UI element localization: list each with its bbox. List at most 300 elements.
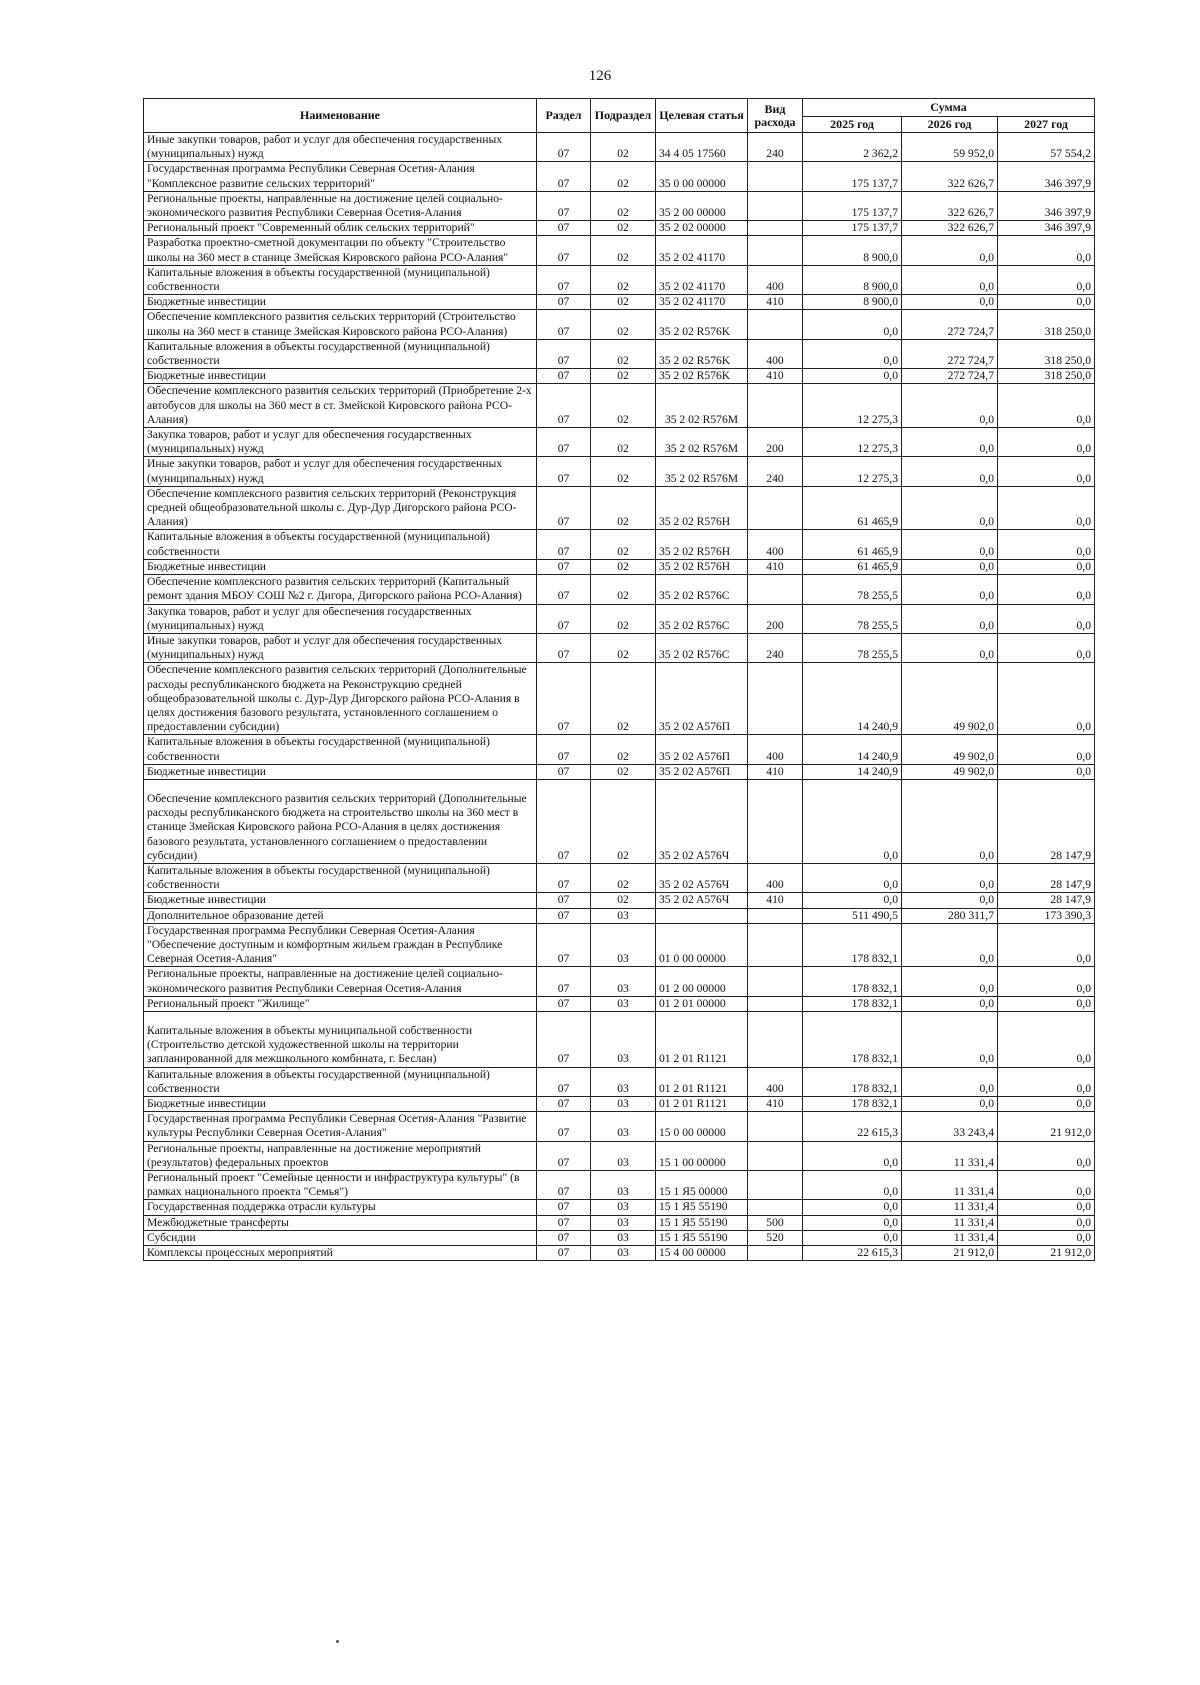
row-amount-2026: 49 902,0 xyxy=(902,735,998,764)
table-row xyxy=(144,295,1095,310)
row-target: 35 2 02 A576Ч xyxy=(656,893,748,908)
row-section: 07 xyxy=(537,1246,591,1261)
row-subsection: 02 xyxy=(591,764,656,779)
row-name: Региональный проект "Семейные ценности и инфраструктура культуры" (в рамках национального проекта "Семья") xyxy=(144,1171,537,1200)
row-target: 35 2 02 41170 xyxy=(656,236,748,265)
row-target: 35 2 02 R576K xyxy=(656,339,748,368)
row-name: Иные закупки товаров, работ и услуг для обеспечения государственных (муниципальных) нужд xyxy=(144,457,537,486)
row-subsection: 02 xyxy=(591,265,656,294)
row-target: 35 2 02 A576П xyxy=(656,663,748,735)
row-amount-2026: 0,0 xyxy=(902,428,998,457)
row-target: 35 2 02 R576M xyxy=(656,457,748,486)
row-section: 07 xyxy=(537,1011,591,1067)
row-name: Обеспечение комплексного развития сельских территорий (Реконструкция средней общеобразовательной школы с. Дур-Дур Дигорского района РСО-Алания) xyxy=(144,486,537,530)
row-subsection: 02 xyxy=(591,236,656,265)
row-name: Государственная программа Республики Северная Осетия-Алания "Обеспечение доступным и комфортным жильем граждан в Республике Северная Осетия-Алания" xyxy=(144,923,537,967)
row-amount-2027: 346 397,9 xyxy=(998,221,1095,236)
table-row xyxy=(144,633,1095,662)
row-target: 15 1 00 00000 xyxy=(656,1141,748,1170)
row-section: 07 xyxy=(537,369,591,384)
row-amount-2026: 272 724,7 xyxy=(902,369,998,384)
row-subsection: 03 xyxy=(591,1215,656,1230)
row-name: Бюджетные инвестиции xyxy=(144,893,537,908)
row-section: 07 xyxy=(537,575,591,604)
row-name: Разработка проектно-сметной документации по объекту "Строительство школы на 360 мест в станице Змейская Кировского района РСО-Алания" xyxy=(144,236,537,265)
table-row xyxy=(144,996,1095,1011)
row-amount-2025: 61 465,9 xyxy=(803,486,902,530)
row-expense-type xyxy=(748,908,803,923)
row-target: 15 4 00 00000 xyxy=(656,1246,748,1261)
row-name: Иные закупки товаров, работ и услуг для обеспечения государственных (муниципальных) нужд xyxy=(144,633,537,662)
row-target: 35 2 02 41170 xyxy=(656,295,748,310)
row-target: 01 2 01 R1121 xyxy=(656,1011,748,1067)
row-subsection: 02 xyxy=(591,384,656,428)
header-year-2026: 2026 год xyxy=(902,117,998,133)
row-subsection: 02 xyxy=(591,893,656,908)
row-amount-2025: 78 255,5 xyxy=(803,633,902,662)
row-subsection: 02 xyxy=(591,162,656,191)
row-amount-2025: 511 490,5 xyxy=(803,908,902,923)
row-amount-2027: 0,0 xyxy=(998,486,1095,530)
row-expense-type xyxy=(748,779,803,863)
row-amount-2026: 272 724,7 xyxy=(902,339,998,368)
row-amount-2025: 0,0 xyxy=(803,1215,902,1230)
row-target: 15 1 Я5 55190 xyxy=(656,1230,748,1245)
row-amount-2027: 0,0 xyxy=(998,1067,1095,1096)
row-name: Региональный проект "Жилище" xyxy=(144,996,537,1011)
header-subsection: Подраздел xyxy=(591,99,656,133)
row-name: Бюджетные инвестиции xyxy=(144,1097,537,1112)
row-subsection: 02 xyxy=(591,295,656,310)
row-target: 35 2 02 A576П xyxy=(656,735,748,764)
row-expense-type: 410 xyxy=(748,893,803,908)
row-amount-2026: 49 902,0 xyxy=(902,764,998,779)
row-target: 34 4 05 17560 xyxy=(656,133,748,162)
row-amount-2027: 0,0 xyxy=(998,604,1095,633)
row-target: 35 2 02 R576H xyxy=(656,559,748,574)
row-section: 07 xyxy=(537,384,591,428)
table-row xyxy=(144,457,1095,486)
table-row xyxy=(144,1112,1095,1141)
row-name: Обеспечение комплексного развития сельских территорий (Приобретение 2-х автобусов для школы на 360 мест в ст. Змейской Кировского района РСО-Алания) xyxy=(144,384,537,428)
row-amount-2025: 14 240,9 xyxy=(803,663,902,735)
row-expense-type: 410 xyxy=(748,369,803,384)
row-expense-type: 410 xyxy=(748,1097,803,1112)
row-amount-2027: 0,0 xyxy=(998,1171,1095,1200)
row-expense-type xyxy=(748,310,803,339)
row-amount-2025: 0,0 xyxy=(803,779,902,863)
row-section: 07 xyxy=(537,133,591,162)
row-expense-type: 410 xyxy=(748,764,803,779)
row-amount-2026: 0,0 xyxy=(902,457,998,486)
row-subsection: 03 xyxy=(591,967,656,996)
row-subsection: 02 xyxy=(591,779,656,863)
row-amount-2027: 346 397,9 xyxy=(998,191,1095,220)
row-amount-2026: 280 311,7 xyxy=(902,908,998,923)
row-name: Государственная программа Республики Северная Осетия-Алания "Развитие культуры Республики Северная Осетия-Алания" xyxy=(144,1112,537,1141)
row-amount-2025: 0,0 xyxy=(803,1230,902,1245)
row-amount-2025: 0,0 xyxy=(803,310,902,339)
row-name: Межбюджетные трансферты xyxy=(144,1215,537,1230)
table-row xyxy=(144,133,1095,162)
row-expense-type: 400 xyxy=(748,265,803,294)
row-amount-2025: 175 137,7 xyxy=(803,191,902,220)
row-name: Капитальные вложения в объекты муниципальной собственности (Строительство детской художественной школы на территории запланированной для межшкольного комбината, г. Беслан) xyxy=(144,1011,537,1067)
row-name: Бюджетные инвестиции xyxy=(144,369,537,384)
row-expense-type: 400 xyxy=(748,735,803,764)
row-section: 07 xyxy=(537,457,591,486)
row-target: 15 1 Я5 55190 xyxy=(656,1200,748,1215)
table-row xyxy=(144,1011,1095,1067)
row-name: Обеспечение комплексного развития сельских территорий (Капитальный ремонт здания МБОУ СОШ №2 г. Дигора, Дигорского района РСО-Алания) xyxy=(144,575,537,604)
row-name: Обеспечение комплексного развития сельских территорий (Строительство школы на 360 мест в станице Змейская Кировского района РСО-Алания) xyxy=(144,310,537,339)
row-amount-2027: 318 250,0 xyxy=(998,310,1095,339)
row-amount-2026: 0,0 xyxy=(902,295,998,310)
table-row xyxy=(144,384,1095,428)
budget-table xyxy=(143,98,1095,1261)
table-row xyxy=(144,310,1095,339)
row-expense-type xyxy=(748,191,803,220)
row-amount-2026: 0,0 xyxy=(902,530,998,559)
row-target: 15 1 Я5 00000 xyxy=(656,1171,748,1200)
table-row xyxy=(144,369,1095,384)
table-row xyxy=(144,1141,1095,1170)
table-row xyxy=(144,604,1095,633)
row-section: 07 xyxy=(537,428,591,457)
budget-table-body xyxy=(144,133,1095,1261)
row-subsection: 03 xyxy=(591,1141,656,1170)
row-section: 07 xyxy=(537,633,591,662)
row-section: 07 xyxy=(537,221,591,236)
row-target: 35 2 02 R576K xyxy=(656,369,748,384)
row-target xyxy=(656,908,748,923)
row-section: 07 xyxy=(537,559,591,574)
row-amount-2026: 0,0 xyxy=(902,923,998,967)
row-target: 35 2 02 R576H xyxy=(656,530,748,559)
row-amount-2025: 78 255,5 xyxy=(803,604,902,633)
row-amount-2026: 0,0 xyxy=(902,384,998,428)
table-row xyxy=(144,663,1095,735)
row-amount-2025: 78 255,5 xyxy=(803,575,902,604)
table-row xyxy=(144,221,1095,236)
row-name: Комплексы процессных мероприятий xyxy=(144,1246,537,1261)
header-section: Раздел xyxy=(537,99,591,133)
row-amount-2027: 0,0 xyxy=(998,663,1095,735)
scan-speck xyxy=(336,1640,339,1643)
row-section: 07 xyxy=(537,1230,591,1245)
row-amount-2025: 175 137,7 xyxy=(803,221,902,236)
table-row xyxy=(144,265,1095,294)
row-section: 07 xyxy=(537,295,591,310)
row-amount-2026: 322 626,7 xyxy=(902,221,998,236)
row-expense-type xyxy=(748,1112,803,1141)
row-subsection: 02 xyxy=(591,530,656,559)
row-amount-2026: 21 912,0 xyxy=(902,1246,998,1261)
row-amount-2025: 8 900,0 xyxy=(803,295,902,310)
row-amount-2026: 11 331,4 xyxy=(902,1230,998,1245)
row-subsection: 03 xyxy=(591,1097,656,1112)
row-expense-type: 240 xyxy=(748,633,803,662)
row-amount-2025: 12 275,3 xyxy=(803,457,902,486)
row-amount-2027: 0,0 xyxy=(998,764,1095,779)
row-name: Закупка товаров, работ и услуг для обеспечения государственных (муниципальных) нужд xyxy=(144,428,537,457)
row-amount-2027: 0,0 xyxy=(998,1215,1095,1230)
row-amount-2025: 61 465,9 xyxy=(803,530,902,559)
table-row xyxy=(144,908,1095,923)
table-row xyxy=(144,162,1095,191)
row-amount-2027: 0,0 xyxy=(998,530,1095,559)
row-target: 35 2 02 R576M xyxy=(656,428,748,457)
row-name: Дополнительное образование детей xyxy=(144,908,537,923)
row-amount-2025: 0,0 xyxy=(803,893,902,908)
row-name: Капитальные вложения в объекты государственной (муниципальной) собственности xyxy=(144,530,537,559)
row-amount-2025: 8 900,0 xyxy=(803,265,902,294)
row-amount-2025: 0,0 xyxy=(803,863,902,892)
table-row xyxy=(144,428,1095,457)
row-expense-type xyxy=(748,1200,803,1215)
row-name: Бюджетные инвестиции xyxy=(144,295,537,310)
row-section: 07 xyxy=(537,1171,591,1200)
row-section: 07 xyxy=(537,779,591,863)
row-expense-type: 500 xyxy=(748,1215,803,1230)
row-target: 01 2 01 R1121 xyxy=(656,1097,748,1112)
row-amount-2026: 0,0 xyxy=(902,236,998,265)
row-amount-2026: 11 331,4 xyxy=(902,1200,998,1215)
table-row xyxy=(144,1215,1095,1230)
page-number: 126 xyxy=(588,68,612,84)
row-amount-2025: 0,0 xyxy=(803,1141,902,1170)
row-amount-2027: 0,0 xyxy=(998,1141,1095,1170)
row-amount-2026: 322 626,7 xyxy=(902,162,998,191)
row-subsection: 02 xyxy=(591,133,656,162)
row-amount-2027: 0,0 xyxy=(998,1097,1095,1112)
row-expense-type xyxy=(748,1141,803,1170)
row-expense-type xyxy=(748,162,803,191)
row-section: 07 xyxy=(537,1215,591,1230)
row-name: Обеспечение комплексного развития сельских территорий (Дополнительные расходы республиканского бюджета на строительство школы на 360 мест в станице Змейская Кировского района РСО-Алания в целях достижения базового результата, установленного соглашением о предоставлении субсидии) xyxy=(144,779,537,863)
row-section: 07 xyxy=(537,863,591,892)
row-section: 07 xyxy=(537,908,591,923)
row-amount-2027: 0,0 xyxy=(998,559,1095,574)
row-expense-type: 240 xyxy=(748,457,803,486)
row-section: 07 xyxy=(537,1067,591,1096)
row-target: 35 2 02 R576K xyxy=(656,310,748,339)
row-amount-2025: 0,0 xyxy=(803,1171,902,1200)
row-section: 07 xyxy=(537,1141,591,1170)
row-amount-2026: 0,0 xyxy=(902,265,998,294)
row-name: Бюджетные инвестиции xyxy=(144,559,537,574)
row-subsection: 03 xyxy=(591,908,656,923)
row-expense-type xyxy=(748,236,803,265)
row-expense-type xyxy=(748,967,803,996)
row-name: Региональные проекты, направленные на достижение целей социально-экономического развития Республики Северная Осетия-Алания xyxy=(144,967,537,996)
row-amount-2027: 0,0 xyxy=(998,1011,1095,1067)
row-section: 07 xyxy=(537,530,591,559)
row-section: 07 xyxy=(537,191,591,220)
row-name: Капитальные вложения в объекты государственной (муниципальной) собственности xyxy=(144,265,537,294)
row-subsection: 02 xyxy=(591,486,656,530)
row-target: 35 2 02 R576C xyxy=(656,575,748,604)
table-row xyxy=(144,893,1095,908)
row-subsection: 03 xyxy=(591,996,656,1011)
row-target: 15 1 Я5 55190 xyxy=(656,1215,748,1230)
row-section: 07 xyxy=(537,893,591,908)
row-name: Субсидии xyxy=(144,1230,537,1245)
row-amount-2025: 22 615,3 xyxy=(803,1112,902,1141)
header-expense-type: Вид расхода xyxy=(748,99,803,133)
row-amount-2025: 0,0 xyxy=(803,1200,902,1215)
row-target: 35 2 00 00000 xyxy=(656,191,748,220)
row-amount-2025: 178 832,1 xyxy=(803,1067,902,1096)
row-section: 07 xyxy=(537,265,591,294)
row-section: 07 xyxy=(537,604,591,633)
row-subsection: 02 xyxy=(591,369,656,384)
row-name: Закупка товаров, работ и услуг для обеспечения государственных (муниципальных) нужд xyxy=(144,604,537,633)
row-expense-type: 400 xyxy=(748,530,803,559)
row-amount-2025: 178 832,1 xyxy=(803,1097,902,1112)
row-section: 07 xyxy=(537,162,591,191)
row-amount-2027: 0,0 xyxy=(998,1200,1095,1215)
row-amount-2027: 0,0 xyxy=(998,457,1095,486)
row-target: 01 0 00 00000 xyxy=(656,923,748,967)
row-subsection: 02 xyxy=(591,559,656,574)
header-target: Целевая статья xyxy=(656,99,748,133)
row-expense-type: 400 xyxy=(748,1067,803,1096)
table-row xyxy=(144,530,1095,559)
row-subsection: 02 xyxy=(591,457,656,486)
row-name: Государственная поддержка отрасли культуры xyxy=(144,1200,537,1215)
row-section: 07 xyxy=(537,486,591,530)
header-name: Наименование xyxy=(144,99,537,133)
row-amount-2025: 14 240,9 xyxy=(803,735,902,764)
row-amount-2027: 318 250,0 xyxy=(998,339,1095,368)
row-amount-2025: 8 900,0 xyxy=(803,236,902,265)
row-amount-2025: 178 832,1 xyxy=(803,996,902,1011)
table-row xyxy=(144,967,1095,996)
table-row xyxy=(144,735,1095,764)
row-amount-2027: 0,0 xyxy=(998,575,1095,604)
row-expense-type xyxy=(748,1011,803,1067)
table-row xyxy=(144,1097,1095,1112)
row-expense-type: 200 xyxy=(748,428,803,457)
row-name: Государственная программа Республики Северная Осетия-Алания "Комплексное развитие сельских территорий" xyxy=(144,162,537,191)
row-amount-2026: 0,0 xyxy=(902,559,998,574)
row-amount-2026: 322 626,7 xyxy=(902,191,998,220)
row-expense-type xyxy=(748,1171,803,1200)
row-target: 15 0 00 00000 xyxy=(656,1112,748,1141)
row-amount-2025: 178 832,1 xyxy=(803,967,902,996)
row-section: 07 xyxy=(537,310,591,339)
row-amount-2025: 14 240,9 xyxy=(803,764,902,779)
row-name: Региональные проекты, направленные на достижение целей социально-экономического развития Республики Северная Осетия-Алания xyxy=(144,191,537,220)
header-year-2027: 2027 год xyxy=(998,117,1095,133)
row-expense-type xyxy=(748,923,803,967)
row-subsection: 03 xyxy=(591,923,656,967)
row-amount-2027: 21 912,0 xyxy=(998,1112,1095,1141)
row-name: Бюджетные инвестиции xyxy=(144,764,537,779)
row-amount-2025: 178 832,1 xyxy=(803,923,902,967)
row-amount-2026: 0,0 xyxy=(902,779,998,863)
row-name: Иные закупки товаров, работ и услуг для обеспечения государственных (муниципальных) нужд xyxy=(144,133,537,162)
row-name: Капитальные вложения в объекты государственной (муниципальной) собственности xyxy=(144,1067,537,1096)
row-amount-2027: 57 554,2 xyxy=(998,133,1095,162)
row-name: Региональные проекты, направленные на достижение мероприятий (результатов) федеральных проектов xyxy=(144,1141,537,1170)
row-amount-2025: 175 137,7 xyxy=(803,162,902,191)
row-subsection: 03 xyxy=(591,1112,656,1141)
row-target: 35 2 02 A576Ч xyxy=(656,863,748,892)
row-expense-type: 410 xyxy=(748,295,803,310)
table-row xyxy=(144,236,1095,265)
row-amount-2027: 0,0 xyxy=(998,236,1095,265)
row-amount-2025: 61 465,9 xyxy=(803,559,902,574)
row-amount-2027: 28 147,9 xyxy=(998,893,1095,908)
row-amount-2027: 346 397,9 xyxy=(998,162,1095,191)
row-amount-2026: 272 724,7 xyxy=(902,310,998,339)
row-amount-2026: 49 902,0 xyxy=(902,663,998,735)
row-section: 07 xyxy=(537,1097,591,1112)
row-section: 07 xyxy=(537,764,591,779)
table-row xyxy=(144,764,1095,779)
row-target: 01 2 00 00000 xyxy=(656,967,748,996)
table-row xyxy=(144,1067,1095,1096)
row-amount-2026: 0,0 xyxy=(902,1067,998,1096)
row-subsection: 03 xyxy=(591,1011,656,1067)
row-amount-2026: 0,0 xyxy=(902,996,998,1011)
row-expense-type xyxy=(748,663,803,735)
row-amount-2026: 11 331,4 xyxy=(902,1171,998,1200)
row-amount-2025: 12 275,3 xyxy=(803,428,902,457)
row-amount-2027: 0,0 xyxy=(998,295,1095,310)
row-target: 35 2 02 R576M xyxy=(656,384,748,428)
row-target: 35 2 02 R576H xyxy=(656,486,748,530)
row-name: Капитальные вложения в объекты государственной (муниципальной) собственности xyxy=(144,863,537,892)
row-subsection: 02 xyxy=(591,575,656,604)
row-amount-2026: 0,0 xyxy=(902,575,998,604)
row-amount-2026: 0,0 xyxy=(902,1011,998,1067)
row-subsection: 03 xyxy=(591,1200,656,1215)
row-amount-2026: 0,0 xyxy=(902,633,998,662)
row-target: 35 2 02 A576Ч xyxy=(656,779,748,863)
row-expense-type xyxy=(748,1246,803,1261)
row-amount-2027: 21 912,0 xyxy=(998,1246,1095,1261)
row-amount-2026: 33 243,4 xyxy=(902,1112,998,1141)
table-row xyxy=(144,1246,1095,1261)
table-row xyxy=(144,486,1095,530)
row-expense-type: 200 xyxy=(748,604,803,633)
row-amount-2026: 0,0 xyxy=(902,893,998,908)
row-subsection: 02 xyxy=(591,863,656,892)
row-amount-2026: 0,0 xyxy=(902,604,998,633)
row-amount-2027: 0,0 xyxy=(998,967,1095,996)
row-subsection: 02 xyxy=(591,663,656,735)
row-amount-2026: 0,0 xyxy=(902,967,998,996)
row-amount-2027: 28 147,9 xyxy=(998,863,1095,892)
row-amount-2027: 0,0 xyxy=(998,1230,1095,1245)
row-subsection: 02 xyxy=(591,191,656,220)
row-name: Капитальные вложения в объекты государственной (муниципальной) собственности xyxy=(144,339,537,368)
row-expense-type: 400 xyxy=(748,339,803,368)
row-expense-type: 400 xyxy=(748,863,803,892)
row-amount-2026: 0,0 xyxy=(902,863,998,892)
table-row xyxy=(144,863,1095,892)
row-target: 35 2 02 R576C xyxy=(656,633,748,662)
row-amount-2026: 11 331,4 xyxy=(902,1215,998,1230)
row-expense-type: 240 xyxy=(748,133,803,162)
row-expense-type xyxy=(748,486,803,530)
row-section: 07 xyxy=(537,1200,591,1215)
row-expense-type xyxy=(748,384,803,428)
row-subsection: 02 xyxy=(591,735,656,764)
